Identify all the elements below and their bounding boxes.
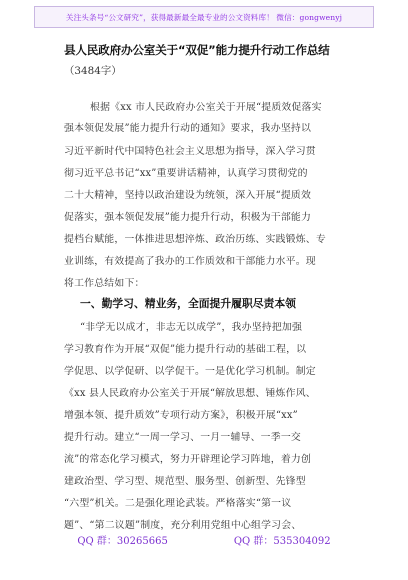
- promo-banner-text: 关注头条号“公文研究”，获得最新最全最专业的公文资料库！ 微信：gongwenyj: [65, 12, 343, 22]
- paragraph-line: 业训练，有效提高了我办的工作质效和干部能力水平。现: [64, 256, 316, 267]
- paragraph-line: “六型”机关。二是强化理论武装。严格落实“第一议: [64, 498, 292, 509]
- paragraph-line: 根据《xx 市人民政府办公室关于开展“提质效促落实: [90, 102, 322, 113]
- paragraph-line: 彻习近平总书记“xx”重要讲话精神，认真学习贯彻党的: [64, 168, 308, 179]
- paragraph-line: 二十大精神，坚持以政治建设为统领，深入开展“提质效: [64, 190, 312, 201]
- footer-contacts: [0, 532, 408, 550]
- footer-qq-group-1: QQ 群：30265665: [77, 536, 168, 547]
- paragraph-line: 流”的常态化学习模式，努力开辟理论学习阵地，着力创: [64, 454, 312, 465]
- paragraph-line: 将工作总结如下：: [64, 278, 145, 289]
- footer-qq-group-2: QQ 群：535304092: [233, 536, 331, 547]
- paragraph-line: 强本领促发展”能力提升行动的通知》要求，我办坚持以: [64, 123, 312, 134]
- paragraph-line: 题”、“第二议题”制度，充分利用党组中心组学习会、: [64, 520, 302, 531]
- paragraph-line: 建政治型、学习型、规范型、服务型、创新型、先锋型: [64, 476, 306, 487]
- paragraph-line: 《xx 县人民政府办公室关于开展“解放思想、锤炼作风、: [64, 388, 316, 399]
- paragraph-line: 学促思、以学促研、以学促干。一是优化学习机制。制定: [64, 366, 316, 377]
- paragraph-line: “非学无以成才，非志无以成学”，我办坚持把加强: [80, 322, 303, 333]
- paragraph-line: 促落实，强本领促发展”能力提升行动，积极为干部能力: [64, 212, 312, 223]
- document-title: 县人民政府办公室关于“双促”能力提升行动工作总结: [64, 43, 330, 57]
- section-heading: 一、勤学习、精业务，全面提升履职尽责本领: [80, 297, 296, 310]
- word-count: （3484字）: [64, 65, 122, 77]
- paragraph-line: 提升行动。建立“一周一学习、一月一辅导、一季一交: [64, 432, 301, 443]
- paragraph-line: 增强本领、提升质效”专项行动方案》，积极开展“xx”: [64, 410, 298, 421]
- paragraph-line: 提档台赋能，一体推进思想淬炼、政治历练、实践锻炼、专: [64, 234, 326, 245]
- paragraph-line: 学习教育作为开展“双促”能力提升行动的基础工程，以: [64, 344, 307, 355]
- paragraph-line: 习近平新时代中国特色社会主义思想为指导，深入学习贯: [64, 146, 316, 157]
- promo-banner: [34, 6, 374, 28]
